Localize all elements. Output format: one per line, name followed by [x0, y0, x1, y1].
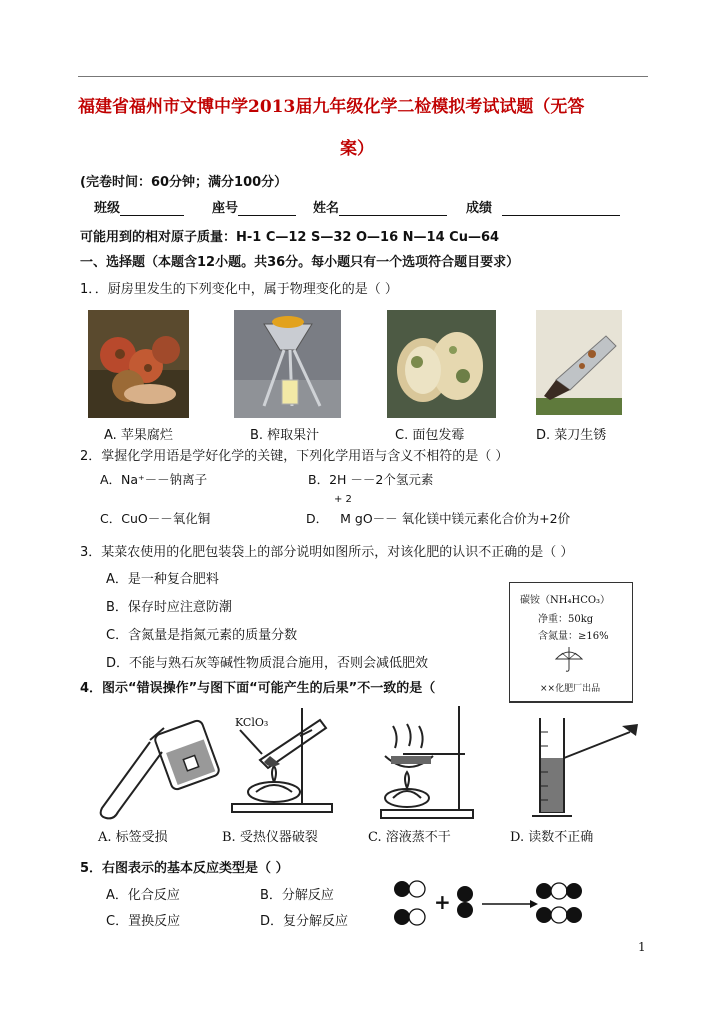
- q2-valence-mark: + 2: [334, 494, 352, 505]
- molecule-c-atom-1: [457, 886, 473, 902]
- q2-option-d-mg: M: [340, 511, 351, 526]
- figure-b-heating-tube: [230, 700, 340, 825]
- q3-option-a: A．是一种复合肥料: [106, 572, 219, 587]
- q2-option-d-rest: gO－－ 氧化镁中镁元素化合价为+2价: [354, 511, 571, 526]
- label-net-weight: 净重：50kg: [538, 614, 594, 625]
- label-maker: ××化肥厂出品: [540, 684, 601, 694]
- figure-a-pouring: [92, 712, 227, 822]
- page-number: 1: [638, 940, 646, 954]
- rotten-apples-photo: [88, 310, 189, 418]
- product-1-white-atom: [551, 883, 567, 899]
- seat-label: 座号: [212, 201, 239, 216]
- q2-option-a: A．Na⁺－－钠离子: [100, 472, 208, 487]
- q4-stem: [80, 677, 435, 696]
- atomic-masses: 可能用到的相对原子质量：H-1 C—12 S—32 O—16 N—14 Cu—64: [80, 230, 500, 245]
- product-1-black-atom-2: [566, 883, 582, 899]
- header-rule: [78, 76, 648, 77]
- section-heading: 一、选择题（本题含12小题。共36分。每小题只有一个选项符合题目要求）: [80, 255, 520, 270]
- q5-option-a: A．化合反应: [106, 888, 180, 903]
- class-label: 班级: [94, 201, 121, 216]
- q5-option-b: B．分解反应: [260, 888, 334, 903]
- exam-info: (完卷时间：60分钟；满分100分）: [80, 175, 288, 190]
- product-2-white-atom: [551, 907, 567, 923]
- q3-option-c: C．含氮量是指氮元素的质量分数: [106, 628, 298, 643]
- q4-stem-pre: 4．图示“错误操作”与图下面“可能产生的后果”: [80, 681, 358, 696]
- figure-d-graduated-cylinder: [518, 712, 648, 824]
- q1-option-c: C. 面包发霉: [395, 428, 465, 443]
- score-field: [466, 197, 620, 216]
- score-blank[interactable]: [502, 201, 620, 216]
- q2-option-c: C．CuO－－氧化铜: [100, 511, 211, 526]
- q2-option-b: B．2H －－2个氢元素: [308, 472, 434, 487]
- q1-option-d: D. 菜刀生锈: [536, 428, 607, 443]
- label-product: 碳铵（NH₄HCO₃）: [520, 595, 611, 606]
- q2-option-d: [306, 509, 570, 527]
- q3-stem: 3．某菜农使用的化肥包装袋上的部分说明如图所示，对该化肥的认识不正确的是（ ）: [80, 545, 574, 560]
- name-field: [313, 197, 447, 216]
- q3-option-b: B．保存时应注意防潮: [106, 600, 232, 615]
- reaction-arrow-head: [530, 900, 538, 908]
- moldy-bread-photo: [387, 310, 496, 418]
- fertilizer-label: [509, 582, 633, 703]
- q4-caption-c: C. 溶液蒸不干: [368, 830, 451, 845]
- q4-caption-a: A. 标签受损: [98, 830, 168, 845]
- q4-caption-d: D. 读数不正确: [510, 830, 594, 845]
- class-blank[interactable]: [120, 201, 184, 216]
- class-field: [94, 197, 184, 216]
- product-1-black-atom: [536, 883, 552, 899]
- q4-caption-b: B. 受热仪器破裂: [222, 830, 318, 845]
- molecule-a-black-atom: [394, 881, 410, 897]
- q5-option-d: D．复分解反应: [260, 914, 349, 929]
- label-nitrogen: 含氮量：≥16%: [538, 631, 609, 642]
- q5-stem: 5．右图表示的基本反应类型是（ ）: [80, 861, 289, 876]
- juicer-photo: [234, 310, 341, 418]
- q4-stem-emph: 不一致: [357, 681, 397, 696]
- q4-kclo3-label: KClO₃: [235, 716, 269, 729]
- doc-title-line1: 福建省福州市文博中学2013届九年级化学二检模拟考试试题（无答: [78, 97, 585, 117]
- figure-c-evaporating-dish: [375, 700, 475, 825]
- name-blank[interactable]: [339, 201, 447, 216]
- molecule-c-atom-2: [457, 902, 473, 918]
- product-2-black-atom: [536, 907, 552, 923]
- score-label: 成绩: [466, 201, 493, 216]
- q1-stem: 1．．厨房里发生的下列变化中，属于物理变化的是（ ）: [80, 282, 398, 297]
- q2-stem: 2．掌握化学用语是学好化学的关键，下列化学用语与含义不相符的是（ ）: [80, 449, 509, 464]
- molecule-b-black-atom: [394, 909, 410, 925]
- product-2-black-atom-2: [566, 907, 582, 923]
- q2-option-d-letter: D．: [306, 511, 329, 526]
- reaction-diagram: [390, 878, 590, 930]
- seat-blank[interactable]: [238, 201, 296, 216]
- molecule-a-white-atom: [409, 881, 425, 897]
- name-label: 姓名: [313, 201, 340, 216]
- q1-option-b: B. 榨取果汁: [250, 428, 320, 443]
- rusty-knife-photo: [536, 310, 622, 415]
- q4-stem-post: 的是（: [396, 681, 436, 696]
- umbrella-icon: [554, 645, 584, 673]
- reaction-plus: +: [434, 890, 451, 914]
- seat-field: [212, 197, 296, 216]
- doc-title-line2: 案）: [340, 139, 374, 159]
- q1-option-a: A. 苹果腐烂: [104, 428, 173, 443]
- q3-option-d: D．不能与熟石灰等碱性物质混合施用，否则会减低肥效: [106, 656, 429, 671]
- molecule-b-white-atom: [409, 909, 425, 925]
- q5-option-c: C．置换反应: [106, 914, 181, 929]
